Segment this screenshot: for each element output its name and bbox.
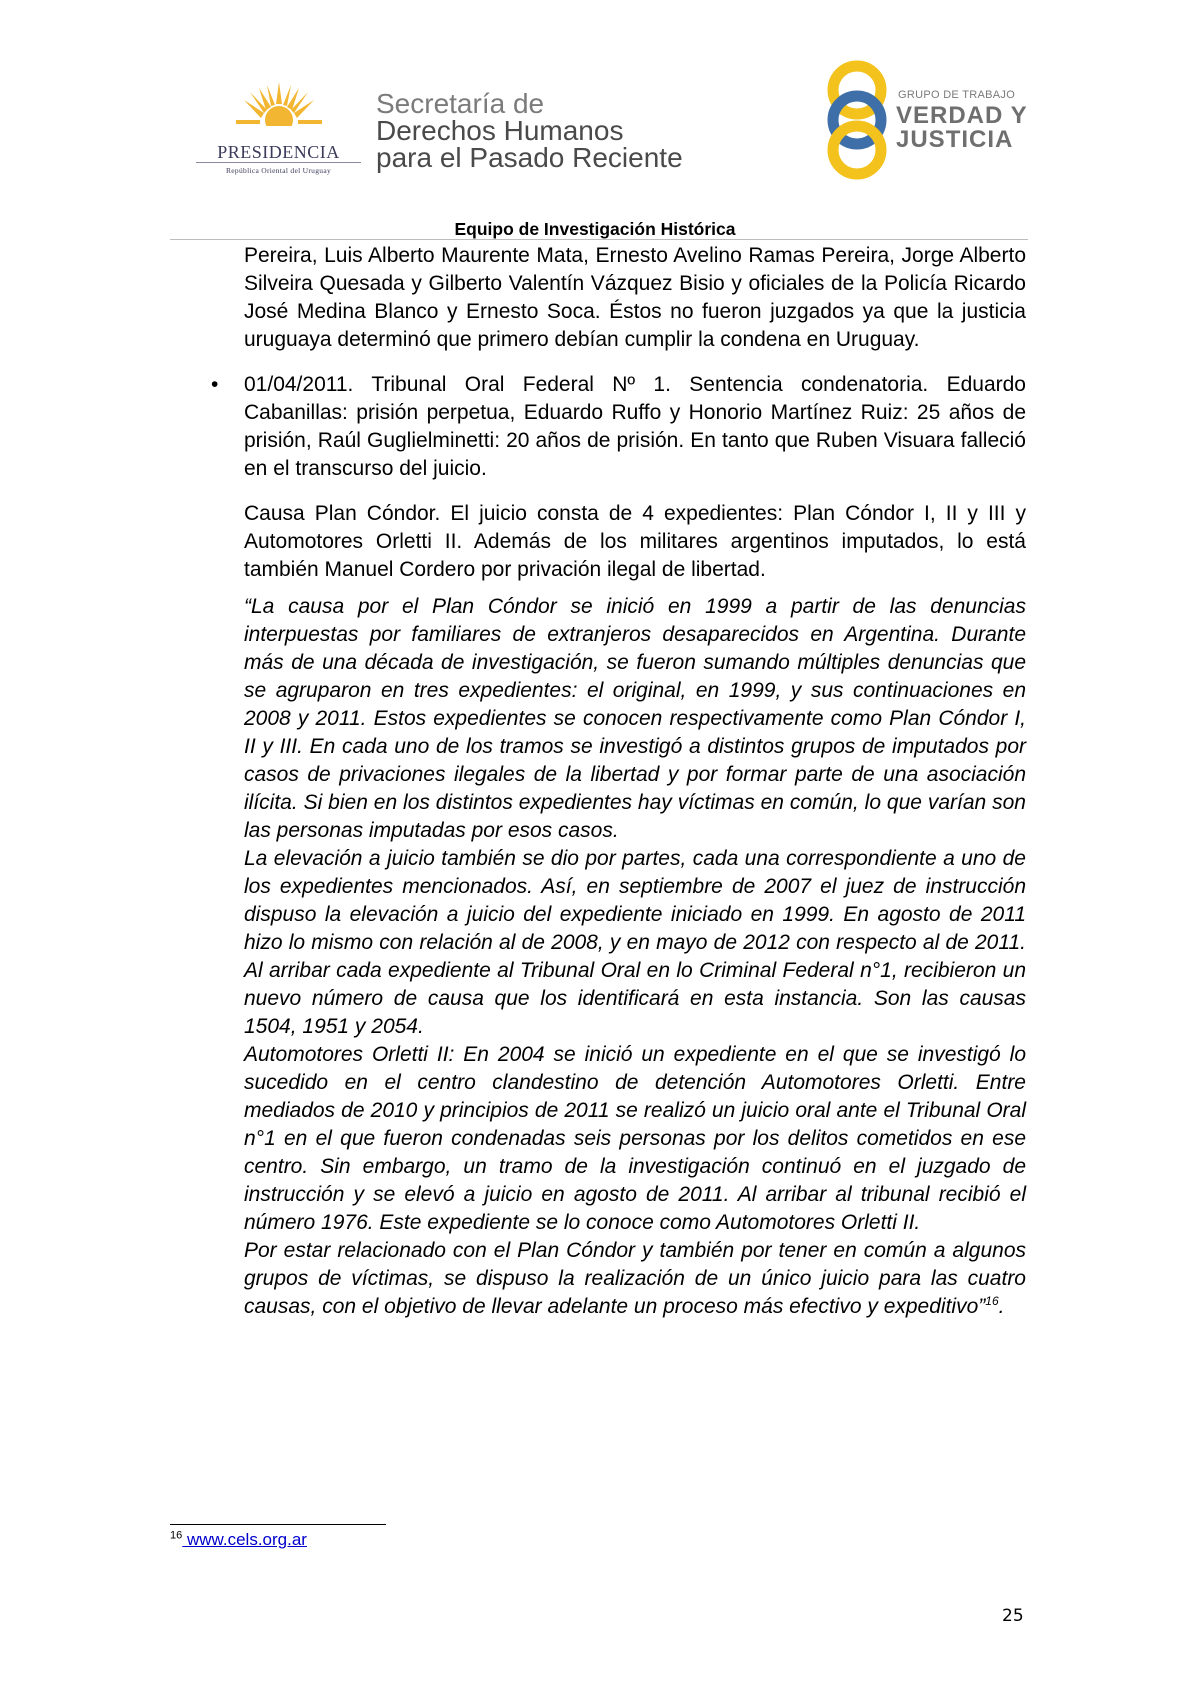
footnote [170, 1530, 307, 1550]
bullet-text: 01/04/2011. Tribunal Oral Federal Nº 1. Sentencia condenatoria. Eduardo Cabanillas: prisión perpetua, Eduardo Ruffo y Honorio Martínez Ruiz: 25 años de prisión, Raúl Guglielminetti: 20 años de prisión. En tanto que Ruben Visuara falleció en el transcurso del juicio. [244, 373, 1026, 480]
secretaria-line1: Secretaría de [376, 88, 545, 119]
rings-icon [822, 58, 892, 182]
sun-icon [234, 80, 324, 140]
bullet-icon: • [211, 373, 219, 396]
header-divider [170, 239, 1028, 240]
page-number: 25 [1002, 1606, 1024, 1626]
quote-paragraph-4-text: Por estar relacionado con el Plan Cóndor y también por tener en común a algunos grupos de víctimas, se dispuso la realización de un único juicio para las cuatro causas, con el objetivo de llevar adelante un proceso más efectivo y expeditivo” [244, 1239, 1026, 1318]
quote-paragraph-4 [244, 1237, 1026, 1321]
footnote-number: 16 [170, 1529, 183, 1542]
bullet-item [211, 371, 1026, 483]
presidencia-name: PRESIDENCIA [217, 142, 340, 162]
secretaria-line2: Derechos Humanos [376, 115, 624, 146]
quote-paragraph-1: “La causa por el Plan Cóndor se inició en 1999 a partir de las denuncias interpuestas por familiares de extranjeros desaparecidos en Argentina. Durante más de una década de investigación, se fueron sumando múltiples denuncias que se agruparon en tres expedientes: el original, en 1999, y sus continuaciones en 2008 y 2011. Estos expedientes se conocen respectivamente como Plan Cóndor I, II y III. En cada uno de los tramos se investigó a distintos grupos de imputados por casos de privaciones ilegales de la libertad y por formar parte de una asociación ilícita. Si bien en los distintos expedientes hay víctimas en común, lo que varían son las personas imputadas por esos casos. [244, 595, 1026, 842]
footnote-link[interactable]: www.cels.org.ar [182, 1530, 307, 1549]
grupo-title-line2: JUSTICIA [896, 126, 1014, 153]
grupo-title-line1: VERDAD Y [896, 102, 1028, 129]
document-body [211, 242, 1026, 1321]
quote-paragraph-4-end: . [998, 1295, 1005, 1318]
quote-paragraph-3: Automotores Orletti II: En 2004 se inició un expediente en el que se investigó lo sucedido en el centro clandestino de detención Automotores Orletti. Entre mediados de 2010 y principios de 2011 se realizó un juicio oral ante el Tribunal Oral n°1 en el que fueron condenadas seis personas por los delitos cometidos en ese centro. Sin embargo, un tramo de la investigación continuó en el juzgado de instrucción y se elevó a juicio en agosto de 2011. Al arribar al tribunal recibió el número 1976. Este expediente se lo conoce como Automotores Orletti II. [244, 1043, 1026, 1234]
footnote-reference[interactable]: 16 [985, 1294, 999, 1308]
presidencia-logo [196, 80, 361, 180]
footnote-divider [170, 1524, 386, 1525]
causa-paragraph: Causa Plan Cóndor. El juicio consta de 4 expedientes: Plan Cóndor I, II y III y Automotores Orletti II. Además de los militares argentinos imputados, lo está también Manuel Cordero por privación ilegal de libertad. [244, 502, 1026, 581]
continuation-paragraph: Pereira, Luis Alberto Maurente Mata, Ernesto Avelino Ramas Pereira, Jorge Alberto Silveira Quesada y Gilberto Valentín Vázquez Bisio y oficiales de la Policía Ricardo José Medina Blanco y Ernesto Soca. Éstos no fueron juzgados ya que la justicia uruguaya determinó que primero debían cumplir la condena en Uruguay. [244, 244, 1026, 351]
presidencia-rule [196, 162, 361, 163]
presidencia-subtitle: República Oriental del Uruguay [225, 166, 331, 175]
team-title: Equipo de Investigación Histórica [454, 219, 736, 239]
secretaria-line3: para el Pasado Reciente [376, 142, 683, 173]
grupo-label: GRUPO DE TRABAJO [898, 89, 1016, 101]
quote-paragraph-2: La elevación a juicio también se dio por partes, cada una correspondiente a uno de los expedientes mencionados. Así, en septiembre de 2007 el juez de instrucción dispuso la elevación a juicio del expediente iniciado en 1999. En agosto de 2011 hizo lo mismo con relación al de 2008, y en mayo de 2012 con respecto al de 2011. Al arribar cada expediente al Tribunal Oral en lo Criminal Federal n°1, recibieron un nuevo número de causa que los identificará en esta instancia. Son las causas 1504, 1951 y 2054. [244, 847, 1026, 1038]
secretaria-title [376, 90, 683, 171]
quote-block [244, 593, 1026, 1321]
verdad-justicia-logo [822, 58, 1028, 178]
